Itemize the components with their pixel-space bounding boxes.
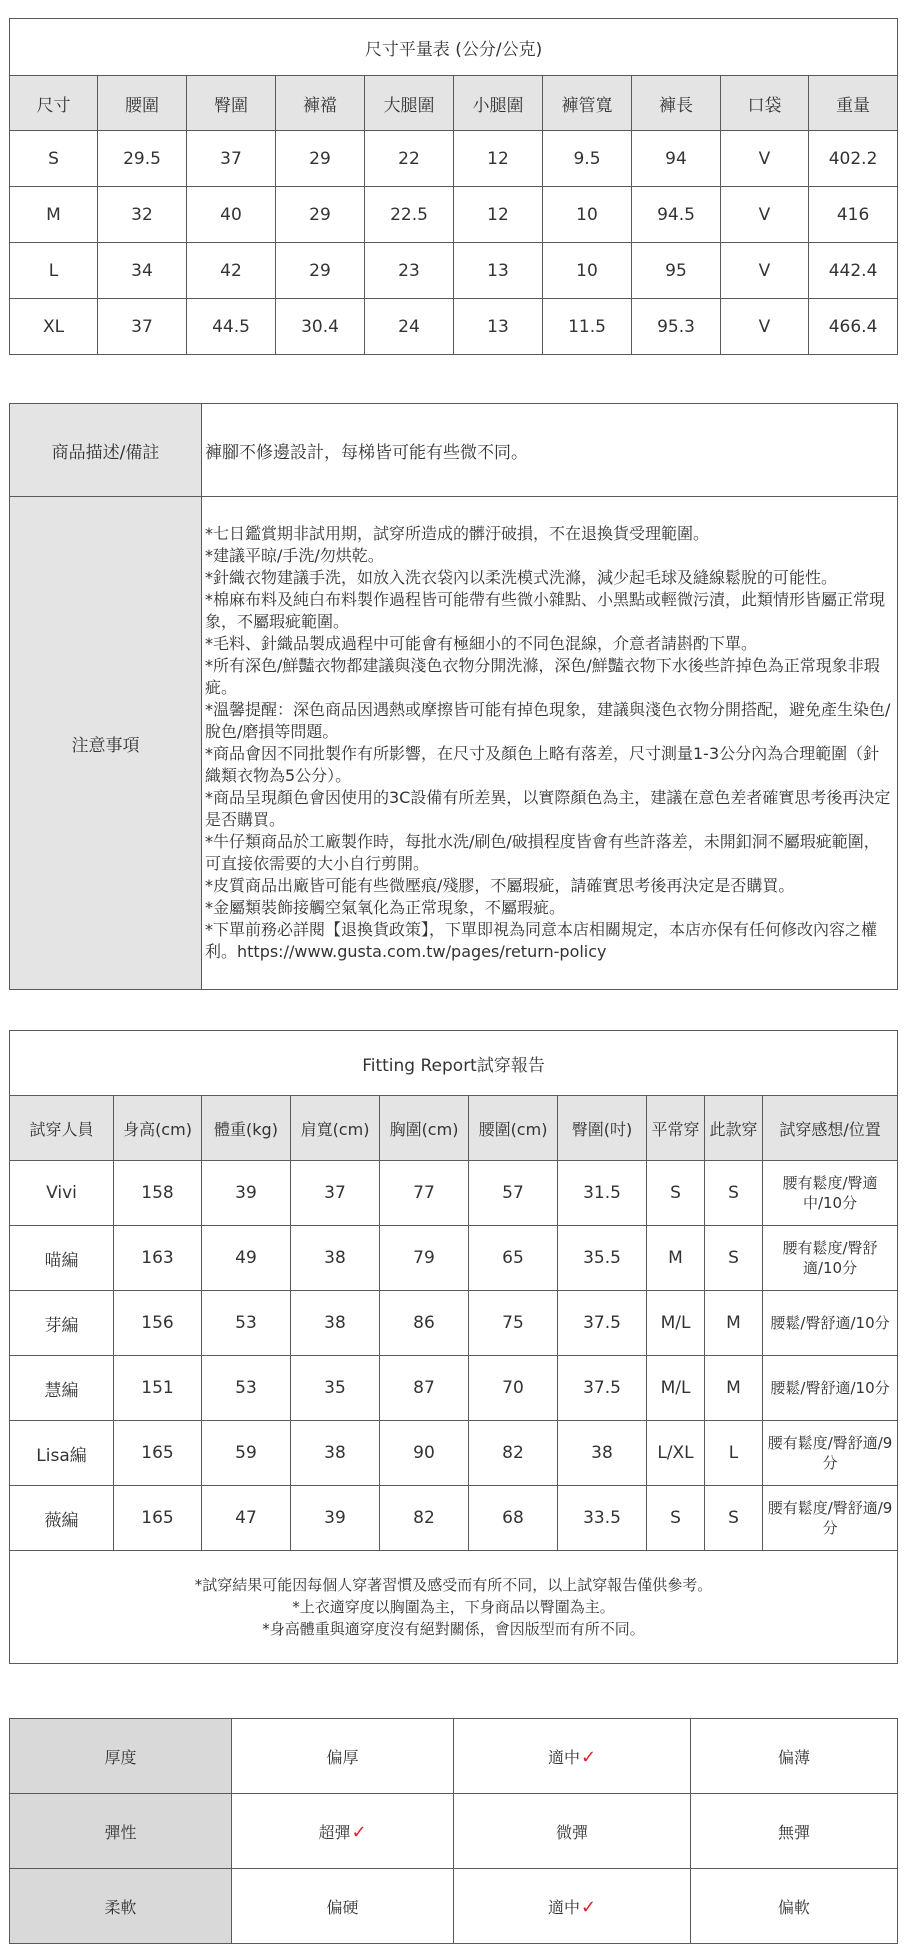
table-cell: 82 [469, 1421, 558, 1486]
material-option [691, 1869, 898, 1944]
table-cell: 44.5 [187, 299, 276, 355]
header-cell: 腰圍 [98, 76, 187, 131]
table-cell: M [647, 1226, 705, 1291]
table-cell: S [705, 1486, 763, 1551]
option-text: 偏軟 [777, 1897, 810, 1917]
table-cell: 79 [380, 1226, 469, 1291]
material-option [691, 1794, 898, 1869]
option-text: 偏硬 [326, 1897, 359, 1917]
table-cell: 35.5 [558, 1226, 647, 1291]
description-text: 褲腳不修邊設計，每梯皆可能有些微不同。 [202, 404, 898, 497]
table-cell: M/L [647, 1291, 705, 1356]
table-cell: 腰鬆/臀舒適/10分 [763, 1356, 898, 1421]
table-cell: 38 [291, 1421, 380, 1486]
table-cell: 87 [380, 1356, 469, 1421]
description-row [10, 404, 898, 497]
table-cell: 416 [809, 187, 898, 243]
header-cell: 臀圍(吋) [558, 1096, 647, 1161]
check-mark-icon: ✓ [351, 1821, 367, 1843]
header-cell: 身高(cm) [114, 1096, 202, 1161]
table-cell: 59 [202, 1421, 291, 1486]
table-cell: 38 [291, 1226, 380, 1291]
table-cell: 82 [380, 1486, 469, 1551]
table-row [10, 131, 898, 187]
note-item: *建議平晾/手洗/勿烘乾。 [205, 546, 384, 565]
header-cell: 尺寸 [10, 76, 98, 131]
header-cell: 口袋 [721, 76, 809, 131]
table-cell: 402.2 [809, 131, 898, 187]
table-cell: 慧編 [10, 1356, 114, 1421]
fitting-report-table [9, 1030, 898, 1664]
table-cell: V [721, 243, 809, 299]
table-cell: L [10, 243, 98, 299]
table-row [10, 299, 898, 355]
header-cell: 大腿圍 [365, 76, 454, 131]
table-cell: Vivi [10, 1161, 114, 1226]
table-row [10, 1356, 898, 1421]
table-cell: 34 [98, 243, 187, 299]
header-cell: 褲襠 [276, 76, 365, 131]
table-cell: 47 [202, 1486, 291, 1551]
table-cell: 70 [469, 1356, 558, 1421]
note-item: *皮質商品出廠皆可能有些微壓痕/殘膠，不屬瑕疵，請確實思考後再決定是否購買。 [205, 876, 795, 895]
table-cell: 49 [202, 1226, 291, 1291]
table-cell: 42 [187, 243, 276, 299]
table-cell: 腰有鬆度/臀舒適/9分 [763, 1486, 898, 1551]
note-item: *牛仔類商品於工廠製作時，每批水洗/刷色/破損程度皆會有些許落差，未開釦洞不屬瑕疵範圍，可直接依需要的大小自行剪開。 [205, 832, 880, 873]
size-chart-header-row [10, 76, 898, 131]
fitting-header-row [10, 1096, 898, 1161]
header-cell: 臀圍 [187, 76, 276, 131]
material-row-elasticity [10, 1794, 898, 1869]
material-label: 厚度 [10, 1719, 232, 1794]
option-text: 適中 [547, 1897, 580, 1917]
note-item: *棉麻布料及純白布料製作過程皆可能帶有些微小雜點、小黑點或輕微污漬，此類情形皆屬正常現象，不屬瑕疵範圍。 [205, 590, 886, 631]
table-cell: 37.5 [558, 1291, 647, 1356]
table-cell: 37 [291, 1161, 380, 1226]
table-cell: 65 [469, 1226, 558, 1291]
header-cell: 肩寬(cm) [291, 1096, 380, 1161]
table-cell: 腰有鬆度/臀適中/10分 [763, 1161, 898, 1226]
table-cell: 29 [276, 243, 365, 299]
table-cell: M/L [647, 1356, 705, 1421]
table-cell: 腰有鬆度/臀舒適/10分 [763, 1226, 898, 1291]
table-cell: 10 [543, 243, 632, 299]
material-row-thickness [10, 1719, 898, 1794]
notes-row [10, 497, 898, 990]
header-cell: 重量 [809, 76, 898, 131]
table-cell: 39 [202, 1161, 291, 1226]
note-item: *七日鑑賞期非試用期，試穿所造成的髒汙破損，不在退換貨受理範圍。 [205, 524, 710, 543]
material-row-softness [10, 1869, 898, 1944]
header-cell: 試穿人員 [10, 1096, 114, 1161]
table-cell: 39 [291, 1486, 380, 1551]
table-cell: M [10, 187, 98, 243]
table-cell: 158 [114, 1161, 202, 1226]
option-text: 適中 [547, 1747, 580, 1767]
table-cell: 165 [114, 1421, 202, 1486]
table-cell: 喵編 [10, 1226, 114, 1291]
material-option [454, 1719, 691, 1794]
table-cell: 13 [454, 299, 543, 355]
table-row [10, 243, 898, 299]
table-cell: M [705, 1291, 763, 1356]
table-cell: 29.5 [98, 131, 187, 187]
note-item: *針織衣物建議手洗，如放入洗衣袋內以柔洗模式洗滌，減少起毛球及縫線鬆脫的可能性。 [205, 568, 838, 587]
table-cell: 90 [380, 1421, 469, 1486]
table-cell: L/XL [647, 1421, 705, 1486]
table-row [10, 1291, 898, 1356]
fitting-report-footnotes [10, 1551, 898, 1664]
table-cell: V [721, 299, 809, 355]
footnote: *試穿結果可能因每個人穿著習慣及感受而有所不同，以上試穿報告僅供參考。 [194, 1576, 713, 1594]
check-mark-icon: ✓ [580, 1746, 597, 1768]
header-cell: 試穿感想/位置 [763, 1096, 898, 1161]
table-row [10, 1421, 898, 1486]
check-mark-icon: ✓ [580, 1896, 597, 1918]
material-option [454, 1869, 691, 1944]
table-cell: 151 [114, 1356, 202, 1421]
table-cell: S [647, 1161, 705, 1226]
size-chart-title: 尺寸平量表 (公分/公克) [10, 19, 898, 76]
note-item: *金屬類裝飾接觸空氣氧化為正常現象，不屬瑕疵。 [205, 898, 566, 917]
header-cell: 褲長 [632, 76, 721, 131]
option-text: 偏薄 [777, 1747, 810, 1767]
table-row [10, 1486, 898, 1551]
table-cell: M [705, 1356, 763, 1421]
table-cell: 163 [114, 1226, 202, 1291]
table-cell: 57 [469, 1161, 558, 1226]
note-item: *溫馨提醒：深色商品因遇熱或摩擦皆可能有掉色現象，建議與淺色衣物分開搭配，避免產生染色/脫色/磨損等問題。 [205, 700, 891, 741]
table-cell: 12 [454, 131, 543, 187]
table-cell: Lisa編 [10, 1421, 114, 1486]
table-cell: V [721, 131, 809, 187]
table-cell: 12 [454, 187, 543, 243]
table-cell: 38 [291, 1291, 380, 1356]
table-cell: 30.4 [276, 299, 365, 355]
note-item: *毛料、針織品製成過程中可能會有極細小的不同色混線，介意者請斟酌下單。 [205, 634, 758, 653]
footnote: *上衣適穿度以胸圍為主，下身商品以臀圍為主。 [292, 1598, 615, 1616]
table-cell: S [10, 131, 98, 187]
table-cell: 77 [380, 1161, 469, 1226]
table-cell: 40 [187, 187, 276, 243]
note-item: *商品會因不同批製作有所影響，在尺寸及顏色上略有落差，尺寸測量1-3公分內為合理範圍（針織類衣物為5公分）。 [205, 744, 880, 785]
table-cell: 37 [187, 131, 276, 187]
table-cell: S [705, 1161, 763, 1226]
table-cell: 腰有鬆度/臀舒適/9分 [763, 1421, 898, 1486]
table-cell: 薇編 [10, 1486, 114, 1551]
header-cell: 小腿圍 [454, 76, 543, 131]
table-cell: 22.5 [365, 187, 454, 243]
material-option [232, 1794, 454, 1869]
product-notes-table [9, 403, 898, 990]
notes-list [202, 497, 898, 990]
option-text: 無彈 [777, 1822, 810, 1842]
table-cell: 95 [632, 243, 721, 299]
table-cell: 466.4 [809, 299, 898, 355]
table-cell: 35 [291, 1356, 380, 1421]
header-cell: 褲管寬 [543, 76, 632, 131]
table-cell: 37 [98, 299, 187, 355]
table-cell: 22 [365, 131, 454, 187]
material-label: 彈性 [10, 1794, 232, 1869]
table-cell: 11.5 [543, 299, 632, 355]
notes-label: 注意事項 [10, 497, 202, 990]
table-cell: 13 [454, 243, 543, 299]
option-text: 微彈 [555, 1822, 588, 1842]
table-cell: 33.5 [558, 1486, 647, 1551]
table-cell: S [647, 1486, 705, 1551]
header-cell: 體重(kg) [202, 1096, 291, 1161]
material-option [232, 1869, 454, 1944]
table-cell: 53 [202, 1291, 291, 1356]
table-cell: 165 [114, 1486, 202, 1551]
table-cell: 9.5 [543, 131, 632, 187]
table-cell: 38 [558, 1421, 647, 1486]
table-cell: 442.4 [809, 243, 898, 299]
table-cell: 86 [380, 1291, 469, 1356]
table-row [10, 1161, 898, 1226]
option-text: 超彈 [318, 1822, 351, 1842]
table-cell: 腰鬆/臀舒適/10分 [763, 1291, 898, 1356]
header-cell: 此款穿 [705, 1096, 763, 1161]
table-cell: 29 [276, 131, 365, 187]
table-cell: 95.3 [632, 299, 721, 355]
table-cell: 75 [469, 1291, 558, 1356]
material-option [691, 1719, 898, 1794]
table-cell: 53 [202, 1356, 291, 1421]
header-cell: 胸圍(cm) [380, 1096, 469, 1161]
table-cell: 31.5 [558, 1161, 647, 1226]
table-cell: 37.5 [558, 1356, 647, 1421]
table-row [10, 1226, 898, 1291]
header-cell: 腰圍(cm) [469, 1096, 558, 1161]
table-cell: 94.5 [632, 187, 721, 243]
table-cell: 10 [543, 187, 632, 243]
table-cell: S [705, 1226, 763, 1291]
header-cell: 平常穿 [647, 1096, 705, 1161]
note-item: *所有深色/鮮豔衣物都建議與淺色衣物分開洗滌，深色/鮮豔衣物下水後些許掉色為正常現象非瑕疵。 [205, 656, 880, 697]
table-row [10, 187, 898, 243]
table-cell: 24 [365, 299, 454, 355]
table-cell: 94 [632, 131, 721, 187]
description-label: 商品描述/備註 [10, 404, 202, 497]
table-cell: 156 [114, 1291, 202, 1356]
option-text: 偏厚 [326, 1747, 359, 1767]
material-option [232, 1719, 454, 1794]
table-cell: XL [10, 299, 98, 355]
table-cell: 23 [365, 243, 454, 299]
size-chart-table [9, 18, 898, 355]
note-item: *商品呈現顏色會因使用的3C設備有所差異，以實際顏色為主，建議在意色差者確實思考後再決定是否購買。 [205, 788, 891, 829]
table-cell: V [721, 187, 809, 243]
table-cell: 29 [276, 187, 365, 243]
material-option [454, 1794, 691, 1869]
table-cell: 芽編 [10, 1291, 114, 1356]
footnote: *身高體重與適穿度沒有絕對關係，會因版型而有所不同。 [262, 1620, 645, 1638]
fitting-report-title: Fitting Report試穿報告 [10, 1031, 898, 1096]
table-cell: L [705, 1421, 763, 1486]
table-cell: 68 [469, 1486, 558, 1551]
table-cell: 32 [98, 187, 187, 243]
material-label: 柔軟 [10, 1869, 232, 1944]
note-item-return-policy[interactable]: *下單前務必詳閱【退換貨政策】，下單即視為同意本店相關規定，本店亦保有任何修改內容之權利。https://www.gusta.com.tw/pages/return-policy [205, 920, 878, 961]
material-table [9, 1718, 898, 1944]
